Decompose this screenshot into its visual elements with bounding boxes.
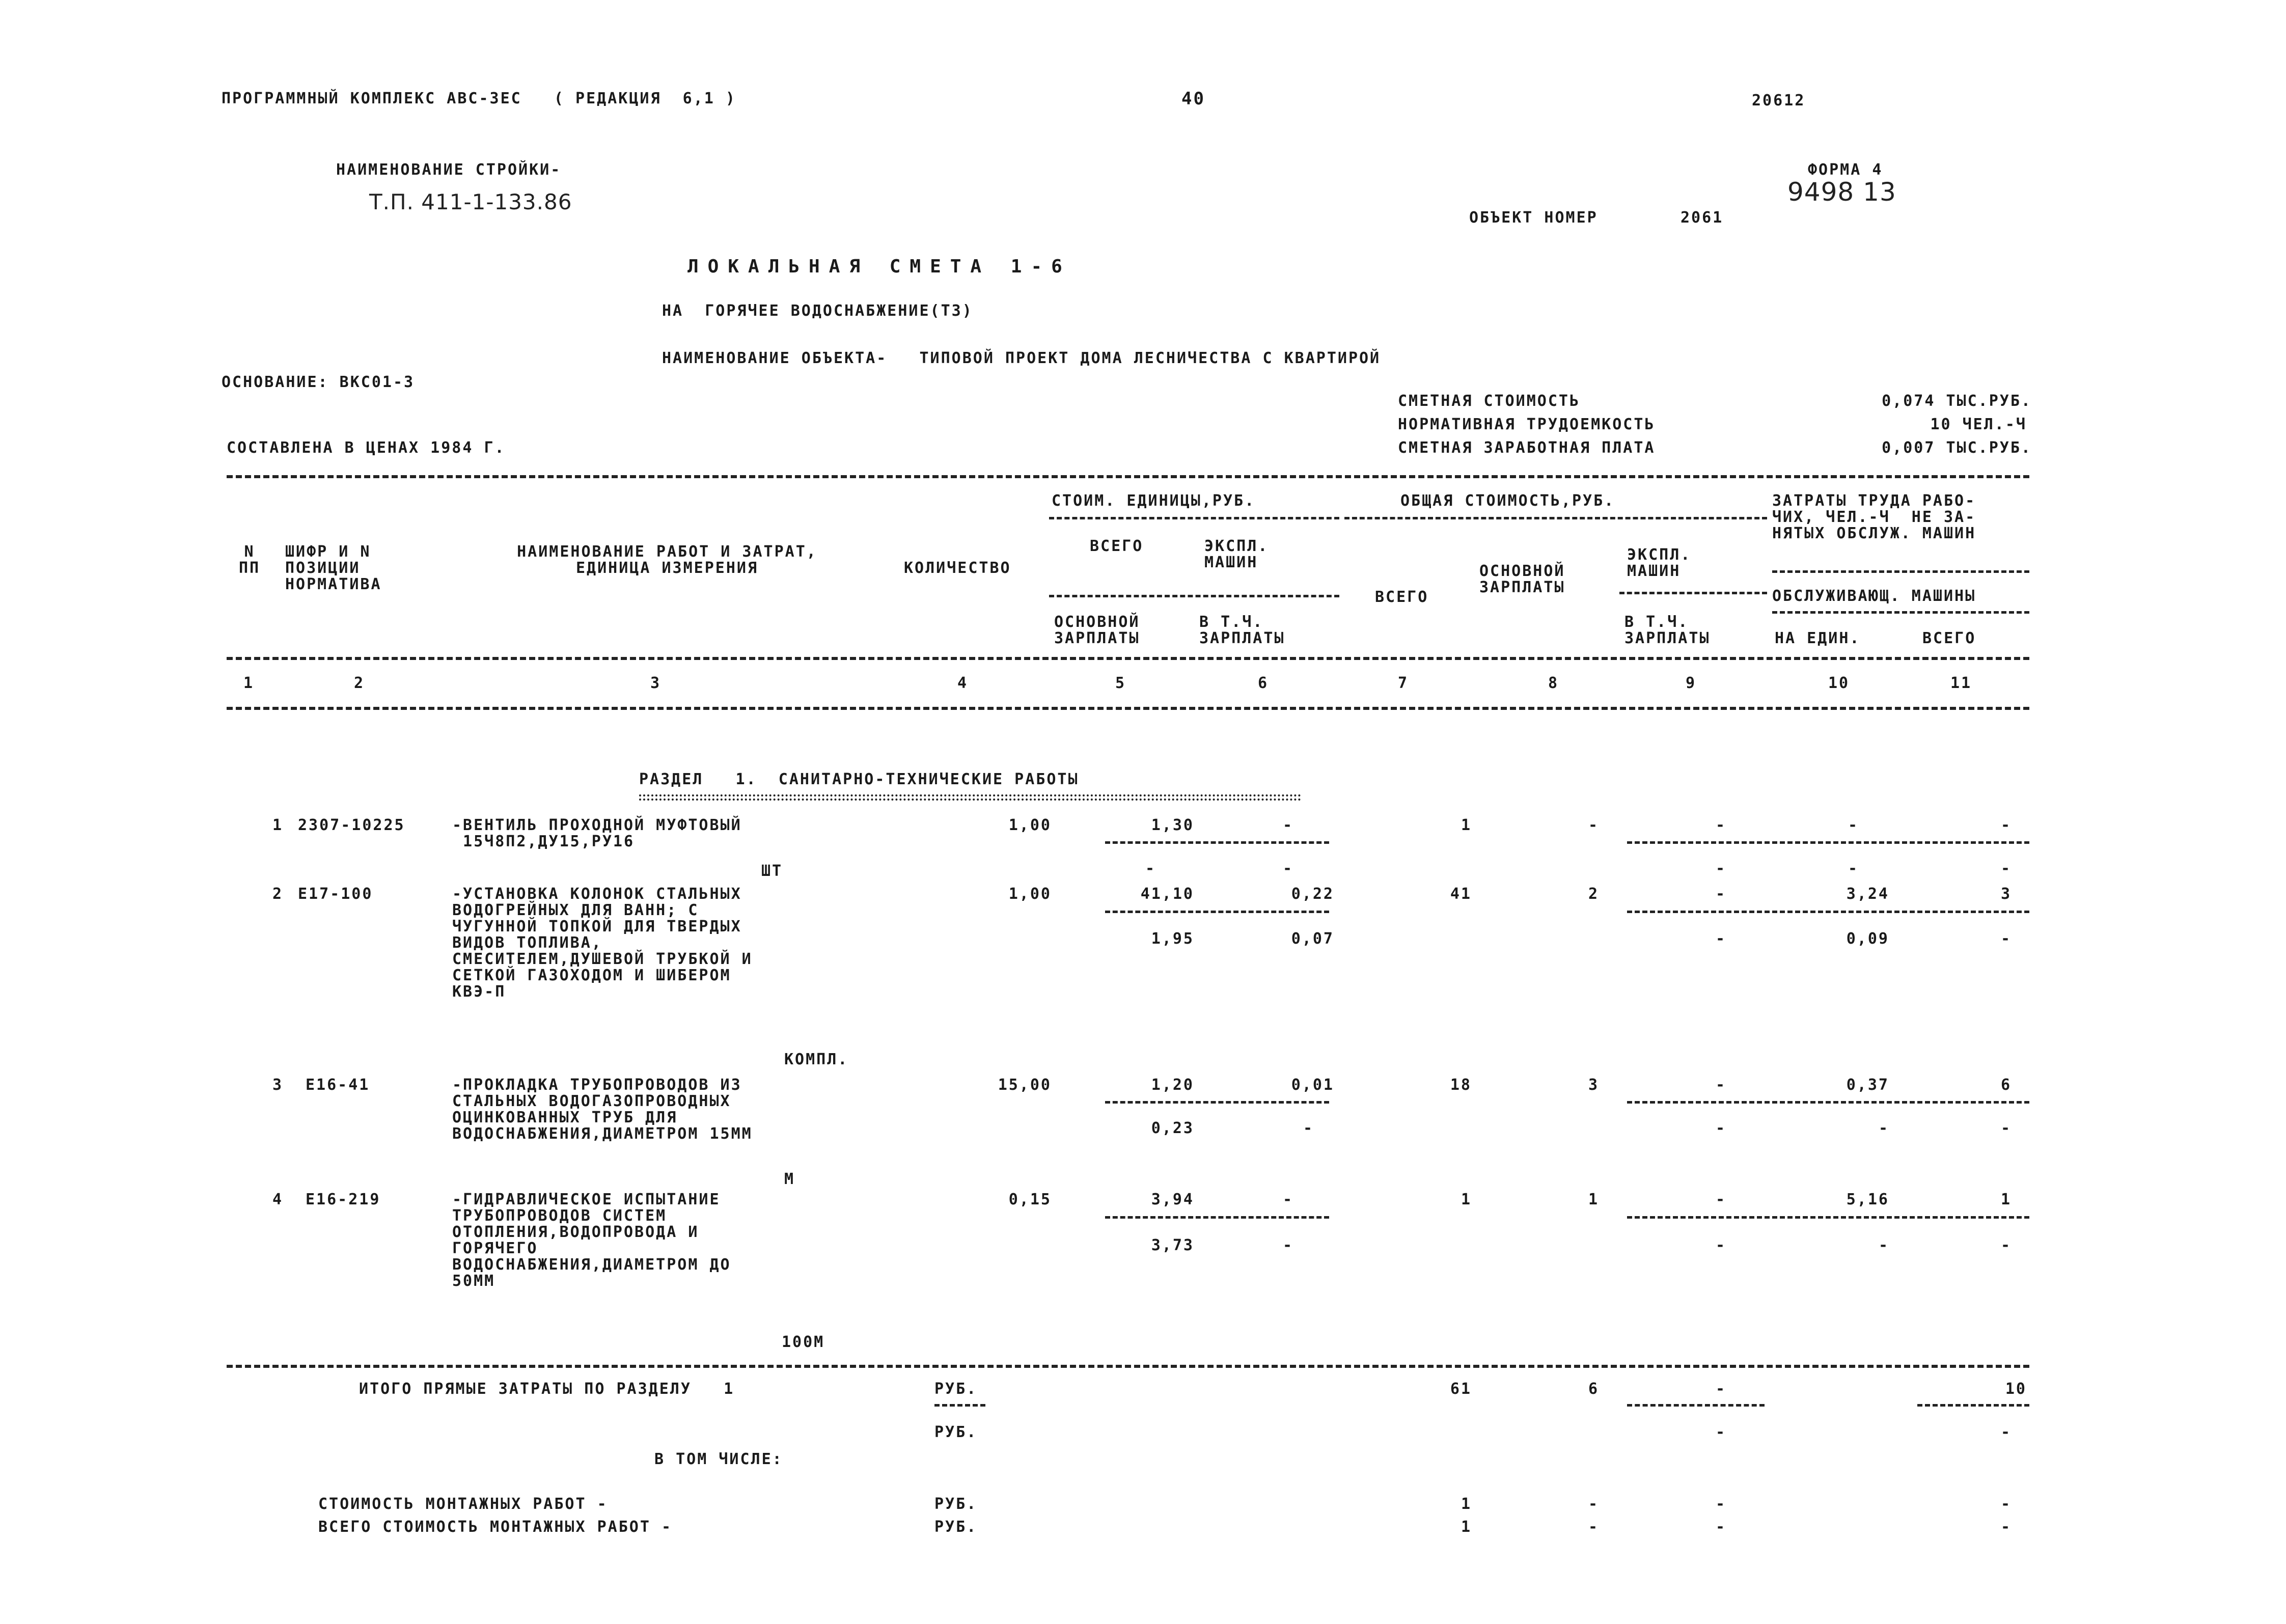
direct-total-labor2: - <box>2000 1423 2012 1441</box>
mount-mach: - <box>1715 1495 1726 1513</box>
row1-code: 2307-10225 <box>298 816 405 834</box>
col-header-total-cost: ОБЩАЯ СТОИМОСТЬ,РУБ. <box>1400 492 1615 510</box>
section-title: РАЗДЕЛ 1. САНИТАРНО-ТЕХНИЧЕСКИЕ РАБОТЫ <box>639 770 1079 788</box>
row2-total-mach: - <box>1715 885 1726 903</box>
compiled-prices: СОСТАВЛЕНА В ЦЕНАХ 1984 Г. <box>227 439 506 457</box>
row1-n: 1 <box>272 816 284 834</box>
total-mach-rule <box>1619 592 1767 594</box>
row4-total-incl: - <box>1715 1236 1726 1254</box>
row3-total-mach: - <box>1715 1076 1726 1094</box>
col-header-code: ШИФР И N ПОЗИЦИИ НОРМАТИВА <box>285 543 382 593</box>
row1-qty: 1,00 <box>1008 816 1052 834</box>
row1-name: -ВЕНТИЛЬ ПРОХОДНОЙ МУФТОВЫЙ 15Ч8П2,ДУ15,РУ16 <box>452 816 742 850</box>
row3-labor-unit2: - <box>1878 1119 1889 1137</box>
row1-labor-total2: - <box>2000 860 2012 877</box>
row1-labor-unit2: - <box>1848 860 1859 877</box>
colnum-5: 5 <box>1115 674 1126 692</box>
col-header-total-incl: В Т.Ч. ЗАРПЛАТЫ <box>1624 613 1711 647</box>
row2-total-rule <box>1627 911 2029 913</box>
table-top-rule <box>227 475 2029 478</box>
row1-unit-mach: - <box>1282 816 1293 834</box>
mount-rub: РУБ. <box>934 1495 978 1513</box>
row1-unit-rule <box>1105 841 1329 844</box>
col-header-total-all: ВСЕГО <box>1375 588 1429 606</box>
col-header-labor-total: ВСЕГО <box>1922 629 1976 647</box>
row4-n: 4 <box>272 1191 284 1208</box>
estimate-title: ЛОКАЛЬНАЯ СМЕТА 1-6 <box>687 256 1071 277</box>
row4-unit-total: 3,94 <box>1151 1191 1194 1208</box>
object-number-value: 2061 <box>1681 209 1724 227</box>
direct-total-mach: - <box>1715 1380 1726 1398</box>
direct-total-rub: РУБ. <box>934 1380 978 1398</box>
labor-rule-2 <box>1772 611 2029 614</box>
col-header-labor-serv: ОБСЛУЖИВАЮЩ. МАШИНЫ <box>1772 587 1976 605</box>
row3-unit-wage: 0,23 <box>1151 1119 1194 1137</box>
direct-total-labor: 10 <box>2005 1380 2027 1398</box>
row2-unit-rule <box>1105 911 1329 913</box>
row3-code: Е16-41 <box>306 1076 370 1094</box>
row2-qty: 1,00 <box>1008 885 1052 903</box>
construction-value: Т.П. 411-1-133.86 <box>369 189 572 214</box>
row3-total-rule <box>1627 1101 2029 1104</box>
form-label: ФОРМА 4 <box>1808 161 1883 179</box>
summary-value-1: 0,074 ТЫС.РУБ. <box>1882 392 2032 410</box>
row3-total-all: 18 <box>1450 1076 1472 1094</box>
total-mount-labor: - <box>2000 1518 2012 1536</box>
row3-total-incl: - <box>1715 1119 1726 1137</box>
header-number-rule <box>227 657 2029 660</box>
row4-name: -ГИДРАВЛИЧЕСКОЕ ИСПЫТАНИЕ ТРУБОПРОВОДОВ СИСТЕМ ОТОПЛЕНИЯ,ВОДОПРОВОДА И ГОРЯЧЕГО ВОДОСНАБЖЕНИЯ,ДИАМЕТРОМ ДО 50ММ <box>452 1191 731 1290</box>
colnum-3: 3 <box>650 674 662 692</box>
direct-rub-rule <box>934 1404 985 1407</box>
colnum-2: 2 <box>354 674 365 692</box>
row2-total-incl: - <box>1715 930 1726 948</box>
colnum-4: 4 <box>957 674 969 692</box>
row2-total-all: 41 <box>1450 885 1472 903</box>
row2-labor-unit: 3,24 <box>1846 885 1889 903</box>
direct-total-wage: 6 <box>1588 1380 1599 1398</box>
row2-labor-total2: - <box>2000 930 2012 948</box>
row2-labor-unit2: 0,09 <box>1846 930 1889 948</box>
row4-total-wage: 1 <box>1588 1191 1599 1208</box>
software-title: ПРОГРАММНЫЙ КОМПЛЕКС АВС-3ЕС ( РЕДАКЦИЯ 6,1 ) <box>222 90 736 107</box>
direct-total-all: 61 <box>1450 1380 1472 1398</box>
row2-unit: КОМПЛ. <box>784 1051 849 1068</box>
col-header-n: N ПП <box>238 543 261 577</box>
colnum-9: 9 <box>1686 674 1697 692</box>
row1-total-wage: - <box>1588 816 1599 834</box>
row1-labor-total: - <box>2000 816 2012 834</box>
col-header-unit-mach: ЭКСПЛ. МАШИН <box>1204 537 1269 571</box>
row3-unit-incl: - <box>1303 1119 1314 1137</box>
mount-label: СТОИМОСТЬ МОНТАЖНЫХ РАБОТ - <box>318 1495 608 1513</box>
summary-label-1: СМЕТНАЯ СТОИМОСТЬ <box>1398 392 1581 410</box>
totals-top-rule <box>227 1365 2029 1368</box>
row2-unit-incl: 0,07 <box>1291 930 1334 948</box>
col-header-unit-cost: СТОИМ. ЕДИНИЦЫ,РУБ. <box>1052 492 1256 510</box>
row2-labor-total: 3 <box>2000 885 2012 903</box>
total-mount-all: 1 <box>1461 1518 1472 1536</box>
summary-value-3: 0,007 ТЫС.РУБ. <box>1882 439 2032 457</box>
summary-value-2: 10 ЧЕЛ.-Ч <box>1930 416 2027 433</box>
row2-unit-mach: 0,22 <box>1291 885 1334 903</box>
direct-labor-rule <box>1917 1404 2029 1407</box>
col-header-labor-unit: НА ЕДИН. <box>1775 629 1861 647</box>
total-mount-mach: - <box>1715 1518 1726 1536</box>
section-underline <box>639 794 1301 801</box>
mount-wage: - <box>1588 1495 1599 1513</box>
colnum-1: 1 <box>243 674 255 692</box>
row4-labor-total: 1 <box>2000 1191 2012 1208</box>
row3-unit: М <box>784 1170 795 1188</box>
colnum-11: 11 <box>1950 674 1972 692</box>
row3-total-wage: 3 <box>1588 1076 1599 1094</box>
object-name: НАИМЕНОВАНИЕ ОБЪЕКТА- ТИПОВОЙ ПРОЕКТ ДОМА ЛЕСНИЧЕСТВА С КВАРТИРОЙ <box>662 349 1381 367</box>
col-header-unit-incl: В Т.Ч. ЗАРПЛАТЫ <box>1199 613 1285 647</box>
construction-label: НАИМЕНОВАНИЕ СТРОЙКИ- <box>336 161 562 179</box>
colnum-7: 7 <box>1398 674 1409 692</box>
row4-unit-rule <box>1105 1216 1329 1219</box>
col-header-name: НАИМЕНОВАНИЕ РАБОТ И ЗАТРАТ, ЕДИНИЦА ИЗМЕРЕНИЯ <box>517 543 817 577</box>
row3-n: 3 <box>272 1076 284 1094</box>
row3-name: -ПРОКЛАДКА ТРУБОПРОВОДОВ ИЗ СТАЛЬНЫХ ВОДОГАЗОПРОВОДНЫХ ОЦИНКОВАННЫХ ТРУБ ДЛЯ ВОДОСНАБЖЕНИЯ,ДИАМЕТРОМ 15ММ <box>452 1076 753 1143</box>
col-header-unit-wage: ОСНОВНОЙ ЗАРПЛАТЫ <box>1054 613 1140 647</box>
row2-total-wage: 2 <box>1588 885 1599 903</box>
including-label: В ТОМ ЧИСЛЕ: <box>654 1450 783 1468</box>
row4-total-mach: - <box>1715 1191 1726 1208</box>
object-number-label: ОБЪЕКТ НОМЕР <box>1469 209 1598 227</box>
col-header-labor: ЗАТРАТЫ ТРУДА РАБО- ЧИХ, ЧЕЛ.-Ч НЕ ЗА- НЯТЫХ ОБСЛУЖ. МАШИН <box>1772 492 1976 542</box>
col-header-total-wage: ОСНОВНОЙ ЗАРПЛАТЫ <box>1479 562 1565 596</box>
row3-qty: 15,00 <box>998 1076 1052 1094</box>
total-mount-label: ВСЕГО СТОИМОСТЬ МОНТАЖНЫХ РАБОТ - <box>318 1518 673 1536</box>
colnum-6: 6 <box>1258 674 1269 692</box>
row4-total-rule <box>1627 1216 2029 1219</box>
summary-label-3: СМЕТНАЯ ЗАРАБОТНАЯ ПЛАТА <box>1398 439 1656 457</box>
row1-unit: ШТ <box>761 862 783 880</box>
row3-unit-rule <box>1105 1101 1329 1104</box>
doc-code: 20612 <box>1752 92 1806 109</box>
row1-total-all: 1 <box>1461 816 1472 834</box>
row4-code: Е16-219 <box>306 1191 381 1208</box>
row1-unit-incl: - <box>1282 860 1293 877</box>
estimate-subject: НА ГОРЯЧЕЕ ВОДОСНАБЖЕНИЕ(ТЗ) <box>662 302 973 320</box>
row2-name: -УСТАНОВКА КОЛОНОК СТАЛЬНЫХ ВОДОГРЕЙНЫХ ДЛЯ ВАНН; С ЧУГУННОЙ ТОПКОЙ ДЛЯ ТВЕРДЫХ ВИДОВ ТОПЛИВА, СМЕСИТЕЛЕМ,ДУШЕВОЙ ТРУБКОЙ И СЕТКОЙ ГАЗОХОДОМ И ШИБЕРОМ КВЭ-П <box>452 885 753 1001</box>
row4-total-all: 1 <box>1461 1191 1472 1208</box>
total-cost-rule <box>1344 517 1767 519</box>
row2-unit-wage: 1,95 <box>1151 930 1194 948</box>
row4-unit: 100М <box>782 1333 825 1351</box>
col-header-total-mach: ЭКСПЛ. МАШИН <box>1627 546 1692 580</box>
row1-unit-wage: - <box>1145 860 1156 877</box>
row4-labor-total2: - <box>2000 1236 2012 1254</box>
mount-all: 1 <box>1461 1495 1472 1513</box>
row4-unit-wage: 3,73 <box>1151 1236 1194 1254</box>
colnum-8: 8 <box>1548 674 1559 692</box>
row2-unit-total: 41,10 <box>1140 885 1194 903</box>
direct-total-rub2: РУБ. <box>934 1423 978 1441</box>
row4-labor-unit: 5,16 <box>1846 1191 1889 1208</box>
row3-labor-total: 6 <box>2000 1076 2012 1094</box>
labor-rule-1 <box>1772 570 2029 573</box>
row4-unit-incl: - <box>1282 1236 1293 1254</box>
row3-unit-total: 1,20 <box>1151 1076 1194 1094</box>
direct-mach-rule <box>1627 1404 1765 1407</box>
form-hand-number: 9498 13 <box>1787 177 1896 207</box>
row4-qty: 0,15 <box>1008 1191 1052 1208</box>
direct-total-label: ИТОГО ПРЯМЫЕ ЗАТРАТЫ ПО РАЗДЕЛУ 1 <box>359 1380 735 1398</box>
row3-unit-mach: 0,01 <box>1291 1076 1334 1094</box>
mount-labor: - <box>2000 1495 2012 1513</box>
row1-total-mach: - <box>1715 816 1726 834</box>
row4-labor-unit2: - <box>1878 1236 1889 1254</box>
header-bottom-rule <box>227 707 2029 710</box>
total-mount-wage: - <box>1588 1518 1599 1536</box>
row2-n: 2 <box>272 885 284 903</box>
row2-code: Е17-100 <box>298 885 373 903</box>
row1-unit-total: 1,30 <box>1151 816 1194 834</box>
row3-labor-total2: - <box>2000 1119 2012 1137</box>
row1-labor-unit: - <box>1848 816 1859 834</box>
colnum-10: 10 <box>1828 674 1850 692</box>
total-mount-rub: РУБ. <box>934 1518 978 1536</box>
row4-unit-mach: - <box>1282 1191 1293 1208</box>
unit-cost-rule-2 <box>1049 595 1339 597</box>
unit-cost-rule <box>1049 517 1339 519</box>
basis: ОСНОВАНИЕ: ВКС01-3 <box>222 373 415 391</box>
page-number: 40 <box>1181 89 1205 109</box>
summary-label-2: НОРМАТИВНАЯ ТРУДОЕМКОСТЬ <box>1398 416 1656 433</box>
col-header-qty: КОЛИЧЕСТВО <box>904 559 1011 577</box>
col-header-unit-total: ВСЕГО <box>1090 537 1144 555</box>
row1-total-incl: - <box>1715 860 1726 877</box>
row3-labor-unit: 0,37 <box>1846 1076 1889 1094</box>
direct-total-mach2: - <box>1715 1423 1726 1441</box>
row1-total-rule <box>1627 841 2029 844</box>
